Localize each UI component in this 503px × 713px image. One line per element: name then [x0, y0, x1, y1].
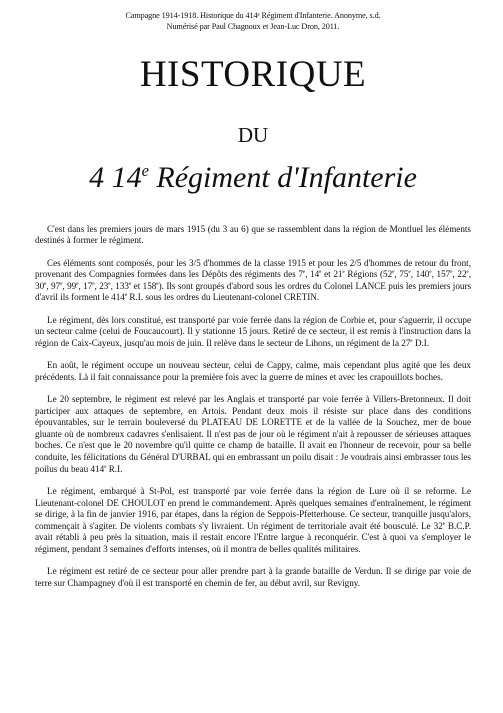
header-note: [35, 11, 471, 32]
header-note-line-2: Numérisé par Paul Chagnoux et Jean-Luc Dron, 2011.: [166, 21, 340, 31]
regiment-title: [35, 160, 471, 196]
paragraph-text: ). Ils sont groupés d'abord sous les ordres du Colonel LANCE puis les premiers jours d'avril ils forment le 414: [35, 280, 472, 303]
superscript: e: [76, 281, 79, 287]
paragraph-text: B.C.P. avait rétabli à peu près la situation, mais il restait encore l'Entre largue à reconquérir. C'est à quoi va s'employer le régiment, pendant 3 semaines d'efforts intenses, où il montra de belles qualités militaires.: [35, 520, 471, 554]
paragraph-text: , 97: [46, 280, 61, 291]
superscript: e: [129, 281, 132, 287]
paragraph-text: Régions (52: [344, 269, 393, 280]
regiment-name: Régiment d'Infanterie: [148, 160, 417, 194]
paragraph: [35, 394, 471, 475]
document-title: HISTORIQUE: [139, 54, 367, 95]
paragraph-text: Ces éléments sont composés, pour les 3/5 d'hommes de la classe 1915 et pour les 2/5 d'hommes de retour du front, provenant des Compagnies formées dans les Dépôts des régiments des 7: [35, 257, 471, 280]
paragraph-text: Le 20 septembre, le régiment est relevé par les Anglais et transporté par voie ferrée à Villers-Bretonneux. Il doit participer aux attaques de septembre, en Artois. Pendant deux mois il résiste sur place dans des conditions épouvantables, sur le terrain bouleversé du PLATEAU DE LORETTE et de la vallée de la Souchez, mer de boue gluante où de nombreux cadavres s'enlisaient. Il n'est pas de jour où le régiment n'ait à repousser de sérieuses attaques boches. Ce n'est que le 20 novembre qu'il quitte ce champ de bataille. Il avait eu l'honneur de recevoir, pour sa belle conduite, les félicitations du Général D'URBAL qui en embrassant un poilu disait : Je voudrais ainsi embrasser tous les poilus du beau 414: [35, 394, 471, 474]
paragraph-text: D.I.: [412, 337, 430, 348]
regiment-number-superscript: e: [141, 160, 149, 180]
title-du: DU: [237, 122, 269, 147]
paragraph-text: , 99: [62, 280, 77, 291]
superscript: e: [44, 281, 47, 287]
superscript: e: [108, 281, 111, 287]
superscript: e: [466, 270, 469, 276]
superscript: e: [342, 270, 345, 276]
superscript: e: [450, 270, 453, 276]
paragraph-text: , 22: [452, 269, 467, 280]
paragraph-text: Le régiment est retiré de ce secteur pour aller prendre part à la grande bataille de Verdun. Il se dirige par voie de terre sur Champagney d'où il est transporté en chemin de fer, au début avril, sur Revigny.: [35, 566, 471, 588]
paragraph-text: , 17: [78, 280, 93, 291]
superscript: e: [429, 270, 432, 276]
header-note-line-1: Campagne 1914-1918. Historique du 414ᵉ Régiment d'Infanterie. Anonyme, s.d.: [125, 11, 381, 20]
paragraph-text: , 23: [94, 280, 109, 291]
superscript: e: [104, 464, 107, 470]
paragraph-text: R.I.: [106, 463, 123, 474]
paragraph: [35, 360, 471, 383]
paragraph: [35, 566, 471, 589]
paragraph: [35, 315, 471, 350]
paragraph-text: Le régiment, dès lors constitué, est transporté par voie ferrée dans la région de Corbie et, pour s'aguerrir, il occupe un secteur calme (celui de Foucaucourt). Il y stationne 15 jours. Retiré de ce secteur, il est remis à l'instruction dans la région de Caix-Cayeux, jusqu'au mois de juin. Il relève dans le secteur de Lihons, un régiment de la 27: [35, 314, 471, 348]
body-text: [35, 224, 471, 590]
superscript: e: [410, 338, 413, 344]
paragraph-text: , 30: [35, 269, 472, 291]
superscript: e: [319, 270, 322, 276]
paragraph-text: C'est dans les premiers jours de mars 1915 (du 3 au 6) que se rassemblent dans la région de Montluel les éléments destinés à former le régiment.: [35, 223, 471, 246]
paragraph: [35, 258, 471, 304]
paragraph-text: et 158: [131, 280, 157, 291]
paragraph-text: , 14: [305, 269, 320, 280]
superscript: e: [92, 281, 95, 287]
paragraph-text: , 157: [431, 269, 451, 280]
superscript: e: [392, 270, 395, 276]
paragraph-text: , 133: [110, 280, 129, 291]
paragraph-text: En août, le régiment occupe un nouveau secteur, celui de Cappy, calme, mais cependant plus agité que les deux précédents. Là il fait connaissance pour la première fois avec la guerre de mines et avec les crapouillots boches.: [35, 360, 471, 382]
paragraph-text: Le régiment, embarqué à St-Pol, est transporté par voie ferrée dans la région de Lure où il se reforme. Le Lieutenant-colonel DE CHOULOT en prend le commandement. Après quelques semaines d'entraînement, le régiment se dirige, à la fin de janvier 1916, par étapes, dans la région de Seppois-Pfetterhouse. Ce secteur, tranquille jusqu'alors, commençait à s'agiter. De violents combats s'y livraient. Un régiment de territoriale avait été bousculé. Le 32: [35, 485, 471, 531]
superscript: e: [156, 281, 159, 287]
paragraph-text: , 140: [410, 269, 430, 280]
paragraph: [35, 224, 471, 247]
paragraph-text: et 21: [321, 269, 343, 280]
superscript: e: [124, 293, 128, 299]
paragraph-text: , 75: [394, 269, 409, 280]
superscript: e: [60, 281, 63, 287]
superscript: e: [442, 521, 446, 527]
superscript: e: [302, 270, 306, 276]
superscript: e: [408, 270, 411, 276]
paragraph-text: R.I. sous les ordres du Lieutenant-colonel CRETIN.: [127, 292, 320, 303]
paragraph: [35, 486, 471, 556]
regiment-number: 4 14: [89, 160, 142, 194]
